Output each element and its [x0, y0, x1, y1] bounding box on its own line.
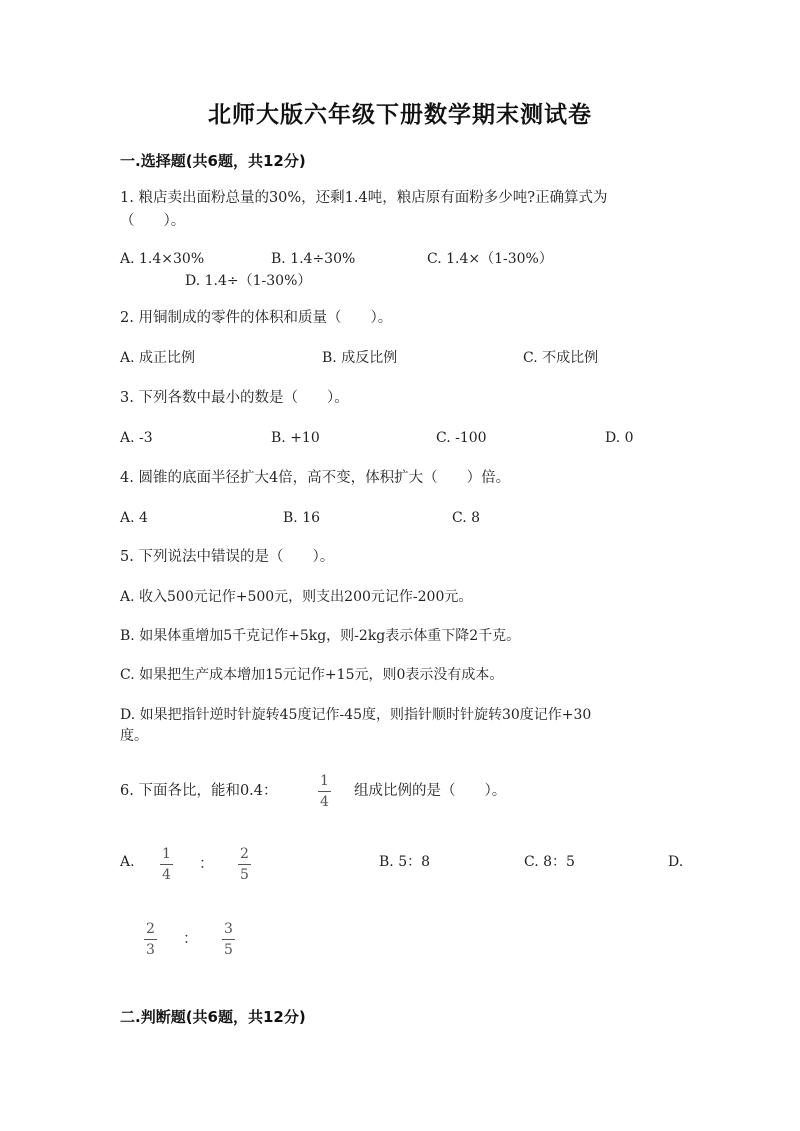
question-5-option-d: D. 如果把指针逆时针旋转45度记作-45度，则指针顺时针旋转30度记作+30 [120, 707, 592, 723]
fraction-bar [144, 939, 157, 940]
question-1-option-c: C. 1.4×（1-30%） [427, 251, 553, 267]
fraction-bar [238, 864, 251, 865]
fraction-numerator: 3 [224, 921, 233, 937]
fraction-bar [318, 791, 331, 792]
fraction-denominator: 4 [320, 794, 329, 810]
page-title: 北师大版六年级下册数学期末测试卷 [208, 102, 592, 128]
question-3-option-d: D. 0 [605, 430, 634, 446]
question-5-option-b: B. 如果体重增加5千克记作+5kg，则-2kg表示体重下降2千克。 [120, 628, 521, 644]
question-6-text-prefix: 6. 下面各比，能和0.4： [120, 783, 278, 799]
question-4-option-c: C. 8 [452, 510, 481, 526]
question-2-option-c: C. 不成比例 [523, 350, 599, 366]
section-heading-judgement: 二.判断题(共6题，共12分) [120, 1008, 306, 1026]
fraction-bar [160, 864, 173, 865]
question-3-option-a: A. -3 [120, 430, 153, 446]
question-6-fraction [318, 773, 331, 810]
fraction-denominator: 4 [162, 867, 171, 883]
question-6-option-a-label: A. [120, 854, 135, 870]
fraction-numerator: 1 [162, 846, 171, 862]
question-1-text: 1. 粮店卖出面粉总量的30%，还剩1.4吨，粮店原有面粉多少吨?正确算式为 [120, 190, 608, 206]
question-1-option-b: B. 1.4÷30% [271, 251, 356, 267]
question-1-option-d: D. 1.4÷（1-30%） [185, 273, 312, 289]
fraction-denominator: 5 [240, 867, 249, 883]
question-2-option-b: B. 成反比例 [322, 350, 398, 366]
fraction-numerator: 1 [320, 773, 329, 789]
question-6-option-a-colon: ： [199, 854, 215, 872]
question-6-option-d-colon: ： [183, 929, 199, 947]
fraction-denominator: 5 [224, 942, 233, 958]
question-6-text-suffix: 组成比例的是（ ）。 [354, 783, 507, 799]
question-6-option-d-fraction-1 [144, 921, 157, 958]
fraction-numerator: 2 [146, 921, 155, 937]
question-3-text: 3. 下列各数中最小的数是（ ）。 [120, 390, 349, 406]
question-2-option-a: A. 成正比例 [120, 350, 196, 366]
question-6-option-a-fraction-1 [160, 846, 173, 883]
question-1-option-a: A. 1.4×30% [120, 251, 205, 267]
question-6-option-d-fraction-2 [222, 921, 235, 958]
question-1-blank: （ ）。 [120, 213, 186, 229]
question-5-option-a: A. 收入500元记作+500元，则支出200元记作-200元。 [120, 589, 473, 605]
question-4-option-a: A. 4 [120, 510, 148, 526]
question-6-option-b: B. 5：8 [379, 854, 431, 870]
question-6-option-d-label: D. [668, 854, 684, 870]
fraction-bar [222, 939, 235, 940]
question-6-option-a-fraction-2 [238, 846, 251, 883]
question-5-text: 5. 下列说法中错误的是（ ）。 [120, 549, 335, 565]
fraction-numerator: 2 [240, 846, 249, 862]
fraction-denominator: 3 [146, 942, 155, 958]
question-3-option-c: C. -100 [436, 430, 487, 446]
question-4-text: 4. 圆锥的底面半径扩大4倍，高不变，体积扩大（ ）倍。 [120, 470, 511, 486]
question-6-option-c: C. 8：5 [524, 854, 575, 870]
question-2-text: 2. 用铜制成的零件的体积和质量（ ）。 [120, 310, 393, 326]
question-5-option-d-continued: 度。 [120, 728, 148, 744]
section-heading-choice: 一.选择题(共6题，共12分) [120, 152, 306, 170]
question-4-option-b: B. 16 [283, 510, 321, 526]
question-5-option-c: C. 如果把生产成本增加15元记作+15元，则0表示没有成本。 [120, 667, 504, 683]
question-3-option-b: B. +10 [271, 430, 320, 446]
